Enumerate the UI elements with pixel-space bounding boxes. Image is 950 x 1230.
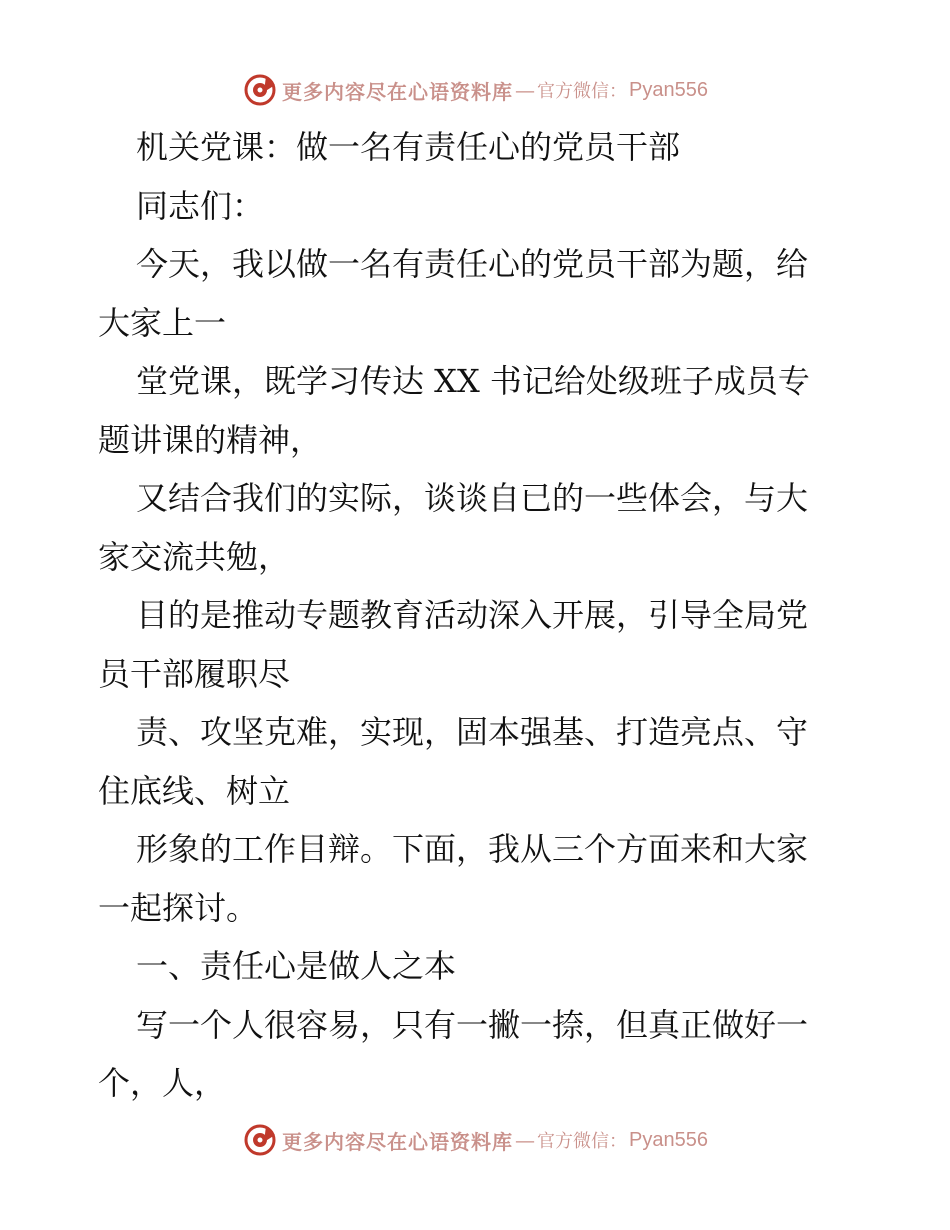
document-line: 责、攻坚克难，实现，固本强基、打造亮点、守 <box>136 713 809 751</box>
document-line: 又结合我们的实际，谈谈自已的一些体会，与大 <box>136 479 809 517</box>
document-line: 家交流共勉， <box>98 537 291 576</box>
banner-wechat-id: Pyan556 <box>629 78 708 101</box>
document-line: 机关党课：做一名有责任心的党员干部 <box>136 128 681 166</box>
document-line: 堂党课，既学习传达 XX 书记给处级班子成员专 <box>136 362 810 400</box>
seal-logo-icon <box>242 72 278 108</box>
banner-dash: — <box>515 78 536 102</box>
document-line: 题讲课的精神， <box>98 420 323 459</box>
header-watermark-banner <box>0 70 950 110</box>
document-body <box>98 118 858 1113</box>
document-line: 员干部履职尽 <box>98 654 291 693</box>
banner-main-text: 更多内容尽在心语资料库 <box>282 79 514 104</box>
banner-wechat-id: Pyan556 <box>629 1128 708 1151</box>
document-line: 个，人， <box>98 1064 227 1102</box>
document-line: 住底线、树立 <box>98 771 291 810</box>
seal-logo-icon <box>242 1122 278 1158</box>
document-line: 形象的工作目辩。下面，我从三个方面来和大家 <box>136 830 809 868</box>
document-line: 写一个人很容易，只有一撇一捺，但真正做好一 <box>136 1005 809 1044</box>
document-line: 大家上一 <box>98 303 227 342</box>
banner-dash: — <box>515 1128 536 1152</box>
document-line: 一、责任心是做人之本 <box>136 947 457 985</box>
document-line: 目的是推动专题教育活动深入开展，引导全局党 <box>136 596 809 634</box>
banner-wechat-label: 官方微信： <box>537 1131 628 1152</box>
document-line: 今天，我以做一名有责任心的党员干部为题，给 <box>136 245 809 283</box>
banner-main-text: 更多内容尽在心语资料库 <box>282 1129 514 1154</box>
banner-wechat-label: 官方微信： <box>537 81 628 102</box>
document-line: 一起探讨。 <box>98 888 259 927</box>
footer-watermark-banner <box>0 1120 950 1160</box>
document-line: 同志们： <box>136 186 265 225</box>
